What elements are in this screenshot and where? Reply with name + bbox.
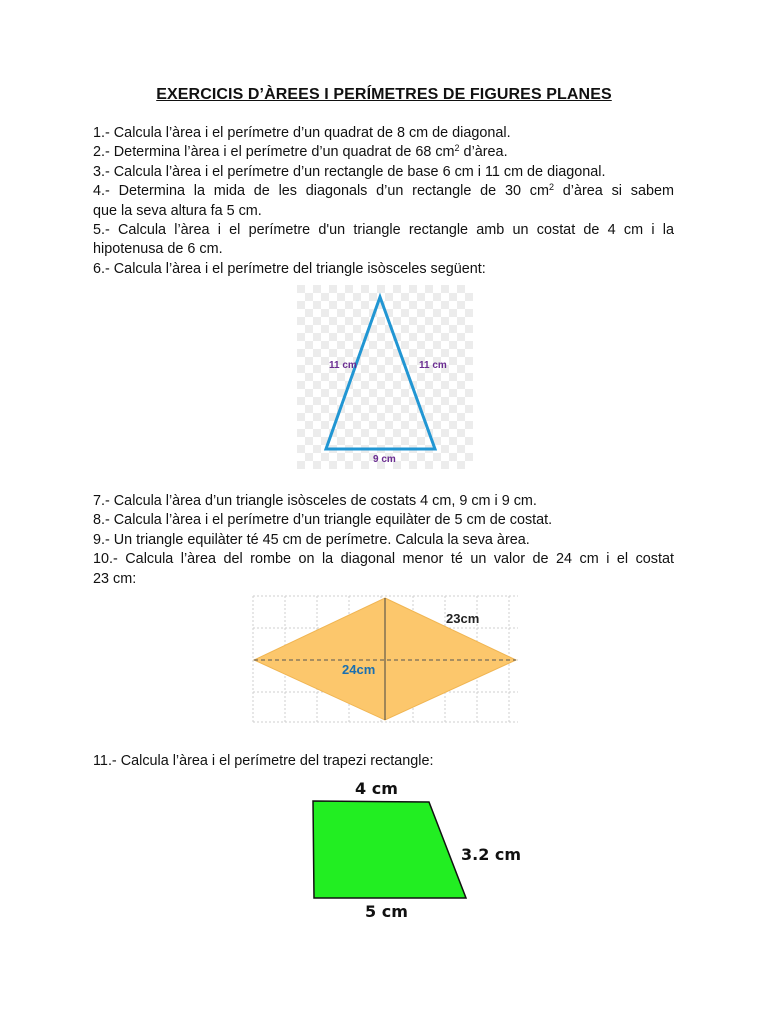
rhombus-side-label: 23cm [446, 611, 480, 626]
exercise-2: 2.- Determina l’àrea i el perímetre d’un quadrat de 68 $cm^2$ d’àrea. [93, 143, 508, 161]
page-title: EXERCICIS D’ÀREES I PERÍMETRES DE FIGURES PLANES [156, 86, 612, 103]
exercise-4-line1: 4.- Determina la mida de les diagonals d’un rectangle de 30 $cm^2$ d’àrea si sabem [93, 182, 674, 200]
trapezoid-side-label: 3.2 cm [461, 845, 522, 864]
exercise-10-line1: 10.- Calcula l’àrea del rombe on la diagonal menor té un valor de 24 cm i el costat [93, 551, 674, 568]
rhombus-diagonal-label: 24cm [342, 662, 376, 677]
exercise-5-line2: hipotenusa de 6 cm. [93, 241, 223, 258]
trapezoid-bottom-label: 5 cm [365, 902, 408, 921]
trapezoid-figure [305, 772, 530, 924]
exercise-11: 11.- Calcula l’àrea i el perímetre del trapezi rectangle: [93, 753, 434, 769]
exercise-list-3 [93, 752, 674, 771]
rhombus-figure [250, 592, 520, 724]
exercise-10-line2: 23 cm: [93, 570, 137, 587]
triangle-base-label: 9 cm [373, 454, 396, 465]
exercise-5-line1: 5.- Calcula l’àrea i el perímetre d'un triangle rectangle amb un costat de 4 cm i la [93, 222, 674, 239]
exercise-6: 6.- Calcula l’àrea i el perímetre del triangle isòsceles següent: [93, 260, 486, 277]
exercise-1: 1.- Calcula l’àrea i el perímetre d’un quadrat de 8 cm de diagonal. [93, 125, 511, 141]
exercise-7: 7.- Calcula l’àrea d’un triangle isòsceles de costats 4 cm, 9 cm i 9 cm. [93, 493, 537, 509]
triangle-left-label: 11 cm [329, 360, 357, 371]
exercise-4-line2: que la seva altura fa 5 cm. [93, 202, 262, 219]
triangle-right-label: 11 cm [419, 360, 447, 371]
exercise-8: 8.- Calcula l’àrea i el perímetre d’un triangle equilàter de 5 cm de costat. [93, 512, 553, 529]
exercise-3: 3.- Calcula l’àrea i el perímetre d’un rectangle de base 6 cm i 11 cm de diagonal. [93, 163, 606, 180]
exercise-9: 9.- Un triangle equilàter té 45 cm de perímetre. Calcula la seva àrea. [93, 531, 530, 548]
exercise-list-1 [93, 124, 674, 279]
triangle-figure [297, 285, 473, 469]
trapezoid-top-label: 4 cm [355, 779, 398, 798]
exercise-list-2 [93, 492, 674, 589]
